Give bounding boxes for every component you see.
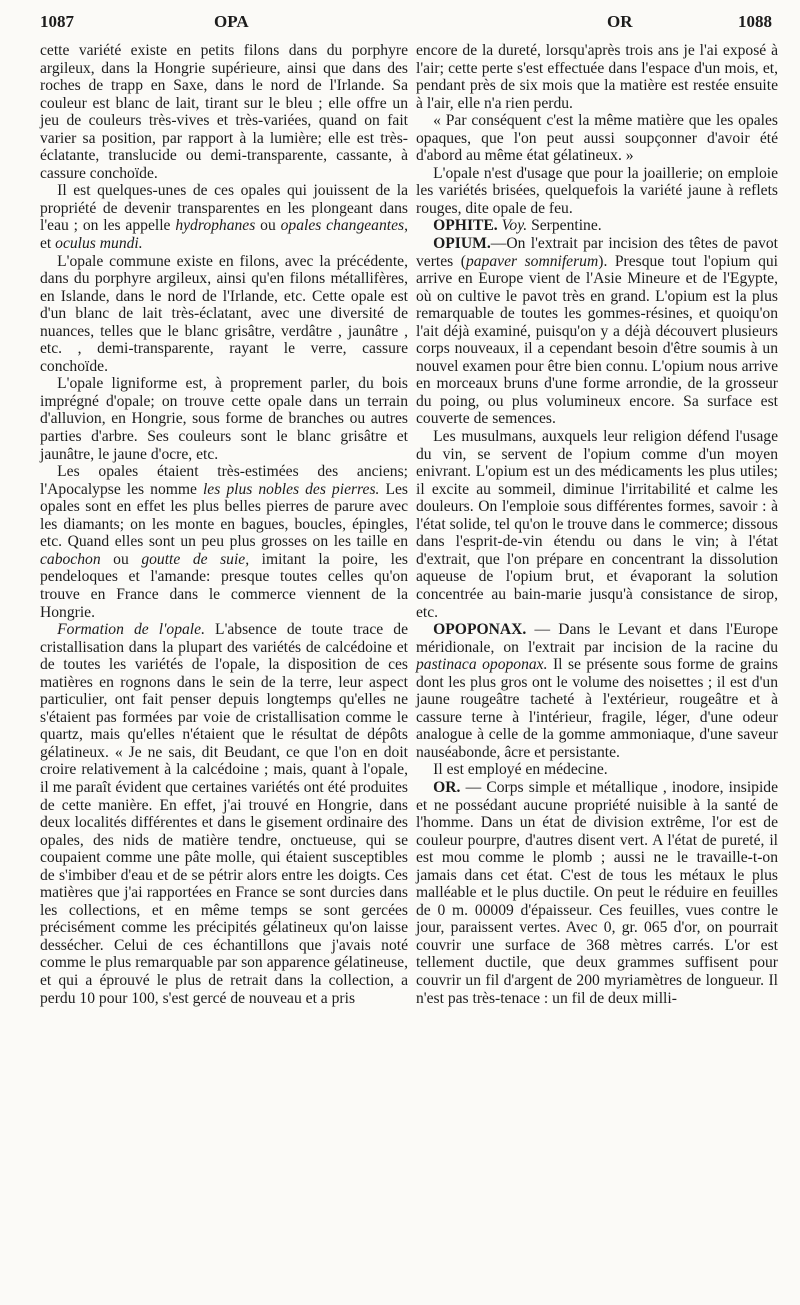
entry-headword: OPIUM. xyxy=(433,235,491,253)
paragraph: L'opale n'est d'usage que pour la joaillerie; on emploie les variétés brisées, quelquefois la variété jaune à reflets rouges, dite opale de feu. xyxy=(416,164,778,217)
right-page-number: 1088 xyxy=(738,12,772,31)
cross-reference: Serpentine. xyxy=(527,217,602,235)
paragraph: L'opale commune existe en filons, avec la précédente, dans du porphyre argileux, ainsi qu'en filons métallifères, en Islande, dans le nord de l'Irlande, etc. Cette opale est d'un blanc de lait très-éclatant, avec une diversité de nuances, telles que le blanc grisâtre, verdâtre , jaunâtre , etc. , demi-transparente, rayant le verre, cassure conchoïde. xyxy=(40,252,408,375)
paragraph: Les opales étaient très-estimées des anciens; l'Apocalypse les nomme les plus nobles des pierres. Les opales sont en effet les plus belles pierres de parure avec les diamants; on les monte en bagues, boucles, épingles, etc. Quand elles sont un peu plus grosses on les taille en cabochon ou goutte de suie, imitant la poire, les pendeloques et l'amande: presque toutes celles qu'on trouve en France dans le commerce viennent de la Hongrie. xyxy=(40,463,408,621)
left-page-number: 1087 xyxy=(40,12,74,31)
paragraph: Il est employé en médecine. xyxy=(433,761,608,779)
left-guide-word: OPA xyxy=(214,12,249,31)
paragraph: Formation de l'opale. L'absence de toute trace de cristallisation dans la plupart des variétés de calcédoine et de toutes les variétés de l'opale, la disposition de ces matières en rognons dans le sein de la terre, leur aspect particulier, ont fait penser depuis longtemps qu'elles ne s'étaient pas formées par voie de cristallisation comme le quartz, mais qu'elles n'étaient que le résultat de dépôts gélatineux. « Je ne sais, dit Beudant, ce que l'on en doit croire relativement à la calcédoine ; mais, quant à l'opale, il me paraît évident que certaines variétés ont été produites de cette manière. En effet, j'ai trouvé en Hongrie, dans deux localités différentes et dans le gisement ordinaire des opales, des nids de matière tendre, onctueuse, qui se coupaient comme une pâte molle, qui étaient susceptibles de s'imbiber d'eau et de se pétrir alors entre les doigts. Ces matières que j'ai rapportées en France se sont durcies dans les collections, et en même temps se sont gercées précisément comme les précipités gélatineux qu'on laisse dessécher. Celui de ces échantillons que j'avais noté comme le plus remarquable par son apparence gélatineuse, et qui a éprouvé le plus de retrait dans la collection, a perdu 10 pour 100, s'est gercé de nouveau et a pris xyxy=(40,621,408,1007)
paragraph: « Par conséquent c'est la même matière que les opales opaques, que l'on peut aussi soupçonner d'avoir été d'abord au même état gélatineux. » xyxy=(416,112,778,165)
paragraph: cette variété existe en petits filons dans du porphyre argileux, dans la Hongrie supérieure, ainsi que dans des roches de trapp en Saxe, dans le nord de l'Irlande. Sa couleur est blanc de lait, tirant sur le bleu ; elle offre un jeu de couleurs très-vives et très-variées, quand on fait varier sa position, par rapport à la lumière; elle est très-éclatante, translucide ou demi-transparente, cassante, à cassure conchoïde. xyxy=(40,42,408,182)
left-column xyxy=(40,42,408,1007)
paragraph: Les musulmans, auxquels leur religion défend l'usage du vin, se servent de l'opium comme d'un moyen enivrant. L'opium est un des médicaments les plus utiles; il excite au sommeil, diminue l'irritabilité et calme les douleurs. On l'emploie sous différentes formes, savoir : à l'état solide, tel qu'on le trouve dans le commerce; dissous dans l'esprit-de-vin étendu ou dans le vin; à l'état d'extrait, que l'on prépare en concentrant la dissolution aqueuse de l'opium brut, et évaporant la solution concentrée au bain-marie jusqu'à consistance de sirop, etc. xyxy=(416,428,778,621)
right-guide-word: OR xyxy=(607,12,633,31)
paragraph: Il est quelques-unes de ces opales qui jouissent de la propriété de devenir transparentes en les plongeant dans l'eau ; on les appelle hydrophanes ou opales changeantes, et oculus mundi. xyxy=(40,182,409,253)
paragraph: encore de la dureté, lorsqu'après trois ans je l'ai exposé à l'air; cette perte s'est effectuée dans l'espace d'un mois, et, pendant près de six mois que la matière est restée ensuite à l'air, elle n'a rien perdu. xyxy=(416,42,778,112)
right-column xyxy=(416,42,778,1007)
entry-opoponax: OPOPONAX. — Dans le Levant et dans l'Europe méridionale, on l'extrait par incision de la racine du pastinaca opoponax. Il se présente sous forme de grains dont les plus gros ont le volume des noisettes ; il est d'un jaune rougeâtre tacheté à l'extérieur, rougeâtre et à cassure terne à l'intérieur, fragile, léger, d'une odeur analogue à celle de la gomme ammoniaque, d'une saveur nauséabonde, âcre et persistante. xyxy=(416,621,778,761)
entry-headword: OPOPONAX. xyxy=(433,621,527,639)
entry-opium: OPIUM.—On l'extrait par incision des têtes de pavot vertes (papaver somniferum). Presque tout l'opium qui arrive en Europe vient de l'Asie Mineure et de l'Egypte, où on cultive le pavot très en grand. L'opium est la plus remarquable de toutes les gommes-résines, et quoiqu'on l'ait déjà examiné, puisqu'on y a déjà découvert plusieurs corps nouveaux, il a cependant besoin d'être soumis à un nouvel examen pour être bien connu. L'opium nous arrive en morceaux bruns d'une forme arrondie, de la grosseur du poing, ou plus volumineux encore. Sa surface est couverte de semences. xyxy=(416,235,779,428)
entry-ophite: OPHITE. Voy. Serpentine. xyxy=(433,217,602,235)
running-header xyxy=(40,12,772,40)
entry-headword: OPHITE. xyxy=(433,217,498,235)
entry-headword: OR. xyxy=(433,778,461,796)
entry-or: OR. — Corps simple et métallique , inodore, insipide et ne possédant aucune propriété nuisible à la santé de l'homme. Dans un état de division extrême, l'or est de couleur pourpre, d'autres disent vert. A l'état de pureté, il est mou comme le plomb ; aussi ne le travaille-t-on jamais dans cet état. C'est de tous les métaux le plus malléable et le plus ductile. On peut le réduire en feuilles de 0 m. 00009 d'épaisseur. Ces feuilles, vues contre le jour, paraissent vertes. Avec 0, gr. 065 d'or, on pourrait couvrir une surface de 368 mètres carrés. L'or est tellement ductile, que deux grammes suffisent pour couvrir un fil d'argent de 200 myriamètres de longueur. Il n'est pas très-tenace : un fil de deux milli- xyxy=(416,778,778,1007)
paragraph: L'opale ligniforme est, à proprement parler, du bois imprégné d'opale; on trouve cette opale dans un terrain d'alluvion, en Hongrie, sous forme de branches ou autres parties d'arbre. Ses couleurs sont le blanc grisâtre et jaunâtre, le jaune d'ocre, etc. xyxy=(40,375,408,463)
section-heading: Formation de l'opale. xyxy=(57,621,205,639)
